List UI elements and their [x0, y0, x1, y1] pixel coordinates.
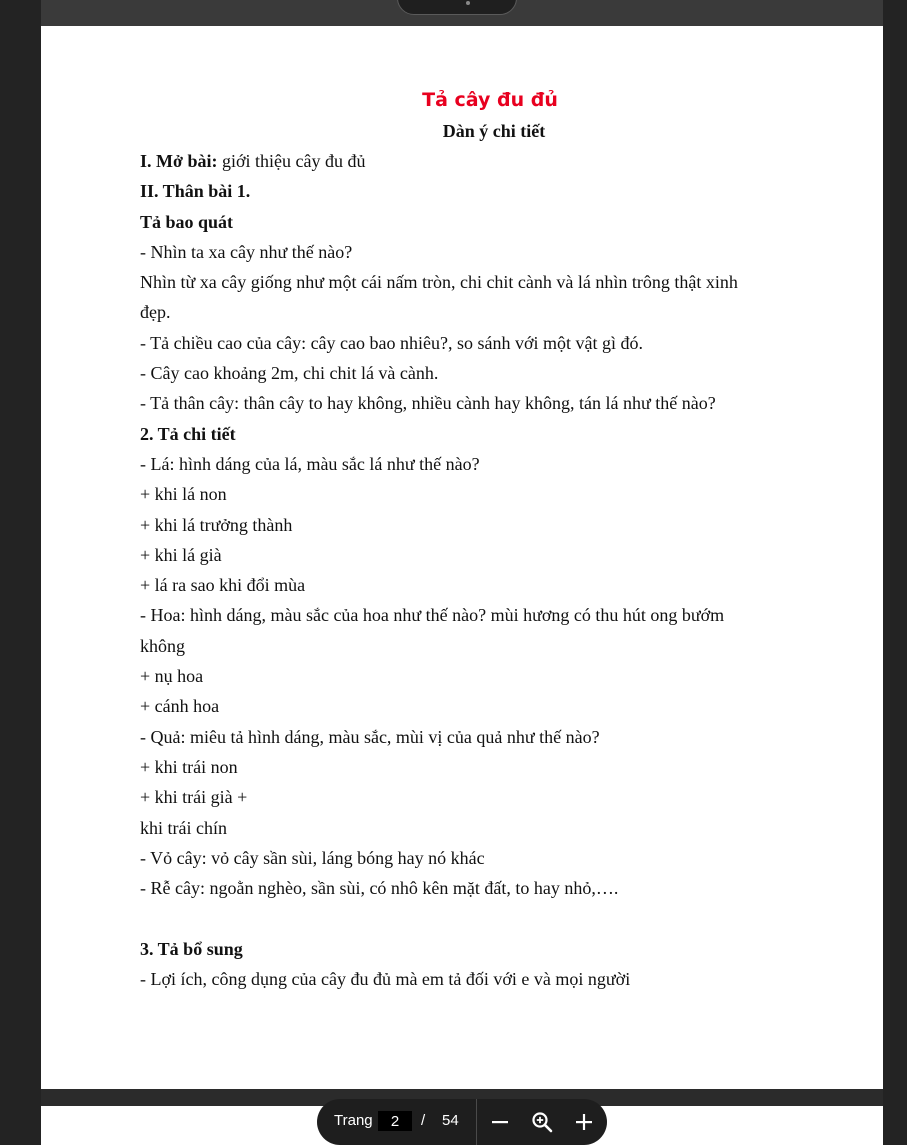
line-text: - Lá: hình dáng của lá, màu sắc lá như thế nào? — [140, 453, 480, 474]
line-bold-text: II. Thân bài 1. — [140, 181, 251, 202]
line-text: + cánh hoa — [140, 696, 220, 717]
document-line — [140, 510, 800, 540]
document-line — [140, 903, 800, 933]
zoom-out-button[interactable] — [485, 1107, 515, 1137]
document-line — [140, 449, 800, 479]
line-text: - Lợi ích, công dụng của cây đu đủ mà em tả đối với e và mọi người — [140, 969, 631, 990]
document-line — [140, 267, 800, 297]
document-subtitle: Dàn ý chi tiết — [442, 121, 546, 141]
top-toolbar-handle[interactable] — [397, 0, 517, 15]
line-text: + nụ hoa — [140, 666, 204, 687]
document-line — [140, 661, 800, 691]
document-title: Tả cây đu đủ — [422, 89, 558, 111]
line-bold-text: 3. Tả bổ sung — [140, 938, 243, 959]
document-line — [140, 600, 800, 630]
document-line — [140, 328, 800, 358]
page-label: Trang — [334, 1112, 373, 1129]
document-line — [140, 237, 800, 267]
document-line — [140, 631, 800, 661]
line-text: - Tả thân cây: thân cây to hay không, nhiều cành hay không, tán lá như thế nào? — [140, 393, 716, 414]
line-text: + khi lá trưởng thành — [140, 514, 293, 535]
document-line — [140, 146, 800, 176]
page-navigation-bar — [317, 1099, 607, 1145]
document-line — [140, 964, 800, 994]
line-text: - Nhìn ta xa cây như thế nào? — [140, 241, 353, 262]
page-number-input[interactable] — [378, 1111, 412, 1131]
document-line — [140, 297, 800, 327]
zoom-button[interactable] — [527, 1107, 557, 1137]
right-gutter — [883, 0, 907, 1145]
document-body — [140, 146, 800, 994]
line-text: giới thiệu cây đu đủ — [217, 151, 366, 171]
document-line — [140, 843, 800, 873]
document-line — [140, 752, 800, 782]
document-page — [41, 26, 883, 1089]
document-line — [140, 782, 800, 812]
line-text: đẹp. — [140, 302, 171, 323]
document-line — [140, 419, 800, 449]
document-line — [140, 873, 800, 903]
page-separator: / — [421, 1112, 426, 1129]
line-text: - Hoa: hình dáng, màu sắc của hoa như thế nào? mùi hương có thu hút ong bướm — [140, 605, 725, 626]
line-text: - Tả chiều cao của cây: cây cao bao nhiêu?, so sánh với một vật gì đó. — [140, 332, 644, 353]
line-text: - Quả: miêu tả hình dáng, màu sắc, mùi vị của quả như thế nào? — [140, 726, 600, 747]
line-bold-text: Tả bao quát — [140, 211, 234, 232]
line-text: không — [140, 635, 185, 656]
line-bold-text: I. Mở bài: — [140, 151, 218, 171]
document-line — [140, 207, 800, 237]
line-bold-text: 2. Tả chi tiết — [140, 423, 236, 444]
zoom-icon — [531, 1111, 553, 1133]
document-line — [140, 691, 800, 721]
plus-icon — [575, 1113, 593, 1131]
document-line — [140, 358, 800, 388]
toolbar-divider — [476, 1099, 477, 1145]
page-content — [140, 88, 800, 994]
line-text: + lá ra sao khi đổi mùa — [140, 575, 306, 596]
document-line — [140, 176, 800, 206]
minus-icon — [491, 1113, 509, 1131]
line-text: khi trái chín — [140, 817, 227, 838]
line-text: + khi lá già — [140, 544, 222, 565]
line-text: Nhìn từ xa cây giống như một cái nấm tròn, chi chit cành và lá nhìn trông thật xinh — [140, 272, 738, 293]
line-text: + khi lá non — [140, 484, 227, 505]
document-line — [140, 540, 800, 570]
line-text: - Vỏ cây: vỏ cây sần sùi, láng bóng hay nó khác — [140, 847, 485, 868]
total-pages: 54 — [442, 1112, 459, 1129]
line-text: + khi trái non — [140, 756, 238, 777]
document-line — [140, 934, 800, 964]
document-line — [140, 722, 800, 752]
left-gutter — [0, 0, 41, 1145]
line-text: - Rễ cây: ngoằn nghèo, sần sùi, có nhô kên mặt đất, to hay nhỏ,…. — [140, 878, 619, 899]
line-text: - Cây cao khoảng 2m, chi chit lá và cành. — [140, 363, 439, 384]
document-line — [140, 813, 800, 843]
line-text: + khi trái già + — [140, 787, 248, 808]
document-line — [140, 479, 800, 509]
zoom-in-button[interactable] — [569, 1107, 599, 1137]
document-line — [140, 388, 800, 418]
document-line — [140, 570, 800, 600]
handle-dot — [466, 1, 470, 5]
